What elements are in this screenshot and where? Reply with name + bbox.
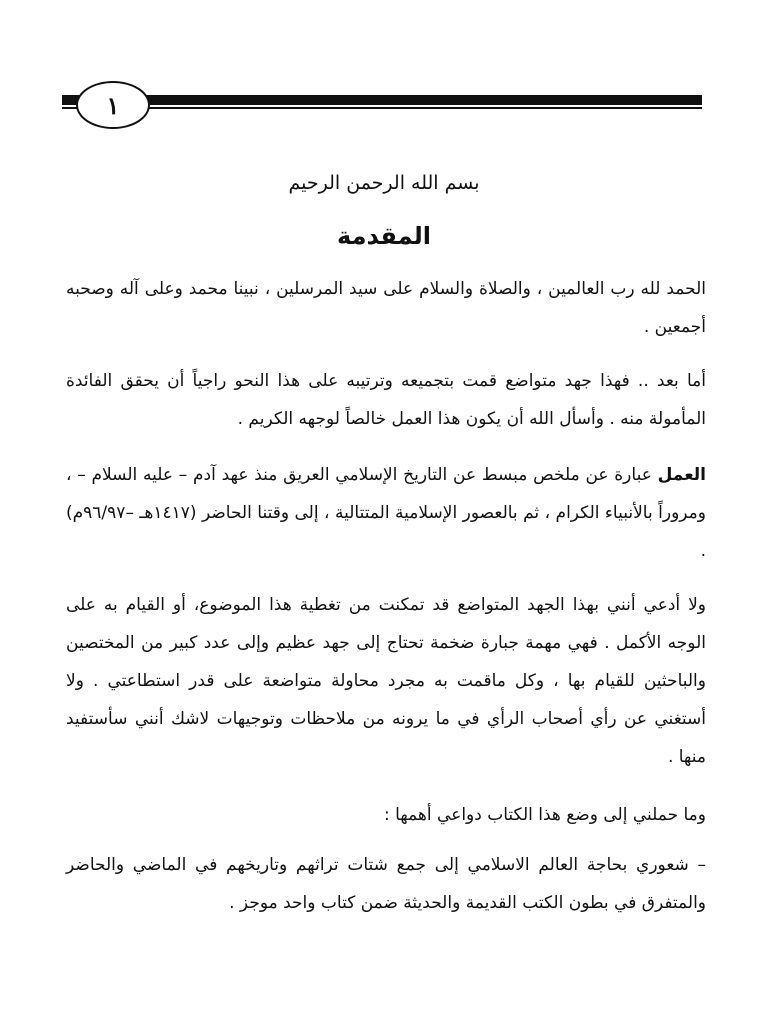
paragraph-2: أما بعد .. فهذا جهد متواضع قمت بتجميعه وترتيبه على هذا النحو راجياً أن يحقق الفائدة المأمولة منه . وأسأل الله أن يكون هذا العمل خالصاً لوجهه الكريم . (66, 371, 706, 429)
section-title: المقدمة (337, 222, 431, 250)
paragraph-3-lead: العمل (657, 465, 707, 485)
header-rule-thick (62, 95, 702, 105)
header-rule (62, 92, 702, 112)
basmala: بسم الله الرحمن الرحيم (288, 172, 480, 194)
paragraph-3 (66, 456, 706, 570)
paragraph-1: الحمد لله رب العالمين ، والصلاة والسلام على سيد المرسلين ، نبينا محمد وعلى آله وصحبه أجمعين . (66, 279, 706, 337)
paragraph-6: – شعوري بحاجة العالم الاسلامي إلى جمع شتات تراثهم وتاريخهم في الماضي والحاضر والمتفرق في بطون الكتب القديمة والحديثة ضمن كتاب واحد موجز . (66, 855, 706, 913)
page-number: ١ (76, 81, 150, 129)
header-rule-thin (62, 107, 702, 109)
paragraph-5: وما حملني إلى وضع هذا الكتاب دواعي أهمها : (383, 805, 706, 825)
paragraph-4: ولا أدعي أنني بهذا الجهد المتواضع قد تمكنت من تغطية هذا الموضوع، أو القيام به على الوجه الأكمل . فهي مهمة جبارة ضخمة تحتاج إلى جهد عظيم وإلى عدد كبير من المختصين والباحثين للقيام بها ، وكل ماقمت به مجرد محاولة متواضعة على قدر استطاعتي . ولا أستغني عن رأي أصحاب الرأي في ما يرونه من ملاحظات وتوجيهات لاشك أنني سأستفيد منها . (66, 595, 706, 767)
paragraph-3-text: عبارة عن ملخص مبسط عن التاريخ الإسلامي العريق منذ عهد آدم – عليه السلام – ، ومروراً بالأنبياء الكرام ، ثم بالعصور الإسلامية المتتالية ، إلى وقتنا الحاضر (١٤١٧هـ –٩٦/٩٧م) . (66, 465, 706, 561)
